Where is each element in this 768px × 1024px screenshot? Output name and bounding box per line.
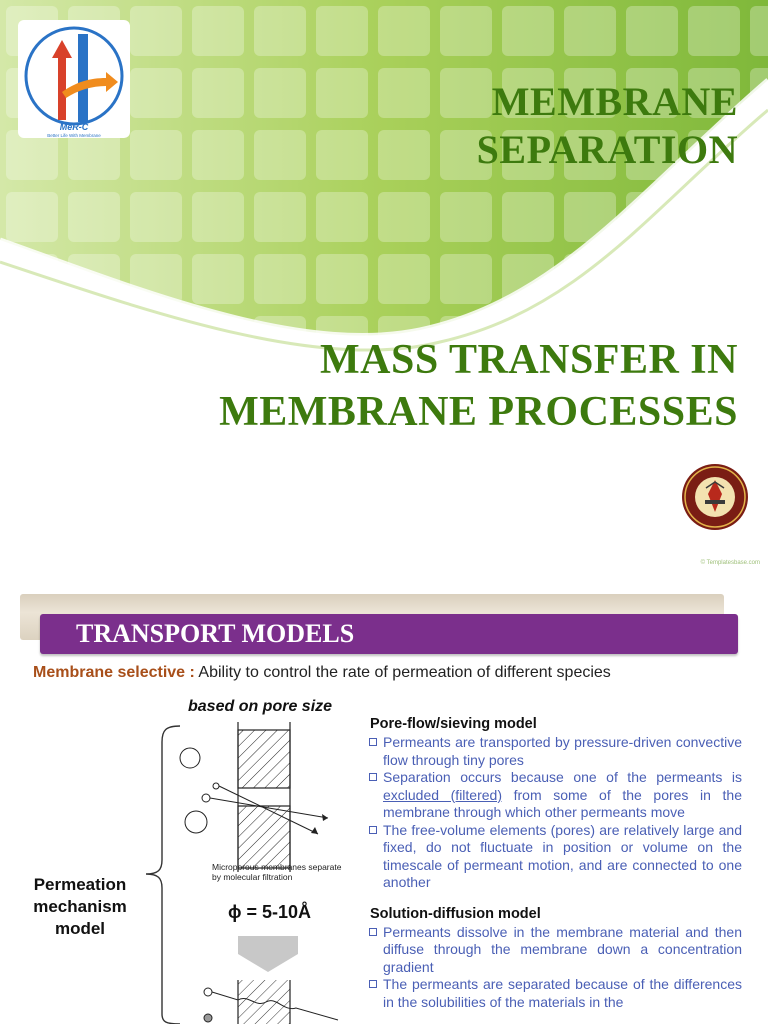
permeation-mechanism-label	[20, 874, 140, 940]
bullet-text: The permeants are separated because of the differences in the solubilities of the materials in the	[383, 976, 742, 1010]
pore-size-heading: based on pore size	[188, 698, 333, 715]
solution-diffusion-bullet-2	[367, 976, 742, 1011]
checkbox-bullet-icon	[369, 773, 377, 781]
presentation-title	[477, 78, 738, 174]
bullet-text: Separation occurs because one of the permeants is	[383, 769, 742, 785]
bullet-text: Permeants dissolve in the membrane material and then diffuse through the membrane down a concentration gradient	[383, 923, 742, 975]
pore-flow-bullet-2	[367, 769, 742, 822]
checkbox-bullet-icon	[369, 980, 377, 988]
subtitle-line-2: MEMBRANE PROCESSES	[219, 389, 738, 435]
merc-logo	[18, 20, 130, 138]
slide-header-title: TRANSPORT MODELS	[76, 619, 355, 648]
membrane-selective-label: Membrane selective :	[33, 664, 195, 681]
bullet-text: from some of the pores in the membrane through which other permeants move	[383, 786, 742, 820]
slide-header-bar	[40, 614, 738, 654]
svg-text:Better Life With Membrane: Better Life With Membrane	[47, 133, 101, 138]
perm-label-line-3: model	[54, 919, 106, 938]
subtitle-line-1: MASS TRANSFER IN	[320, 337, 738, 383]
template-credit: © Templatesbase.com	[700, 560, 760, 566]
pore-diameter-label: ϕ = 5-10Å	[228, 902, 312, 922]
bullet-text: The free-volume elements (pores) are relatively large and fixed, do not fluctuate in position or volume on the timescale of permeant motion, and are connected to one another	[383, 821, 742, 890]
transport-models-slide	[0, 584, 768, 1024]
microporous-caption: Microporous membranes separate by molecular filtration	[212, 862, 342, 882]
title-line-1: MEMBRANE	[491, 79, 738, 124]
title-line-2: SEPARATION	[476, 127, 738, 172]
merc-logo-icon	[18, 20, 130, 138]
checkbox-bullet-icon	[369, 826, 377, 834]
curly-brace	[146, 726, 180, 1024]
perm-label-line-2: mechanism	[33, 897, 127, 916]
solution-diffusion-model-title: Solution-diffusion model	[370, 905, 541, 922]
checkbox-bullet-icon	[369, 928, 377, 936]
university-seal-icon	[680, 460, 750, 534]
checkbox-bullet-icon	[369, 738, 377, 746]
pore-flow-bullet-3	[367, 822, 742, 892]
transport-models-text	[367, 716, 742, 1011]
membrane-selective-definition: Ability to control the rate of permeation of different species	[194, 664, 611, 681]
presentation-subtitle	[219, 334, 738, 438]
perm-label-line-1: Permeation	[33, 875, 127, 894]
svg-text:MeR-C: MeR-C	[59, 122, 89, 132]
pore-flow-model-title: Pore-flow/sieving model	[370, 716, 537, 732]
solution-diffusion-bullet-1	[367, 924, 742, 977]
underlined-term: excluded (filtered)	[383, 786, 502, 803]
bullet-text: Permeants are transported by pressure-driven convective flow through tiny pores	[383, 734, 742, 768]
pore-flow-bullet-1	[367, 734, 742, 769]
membrane-selective-line	[33, 664, 611, 682]
